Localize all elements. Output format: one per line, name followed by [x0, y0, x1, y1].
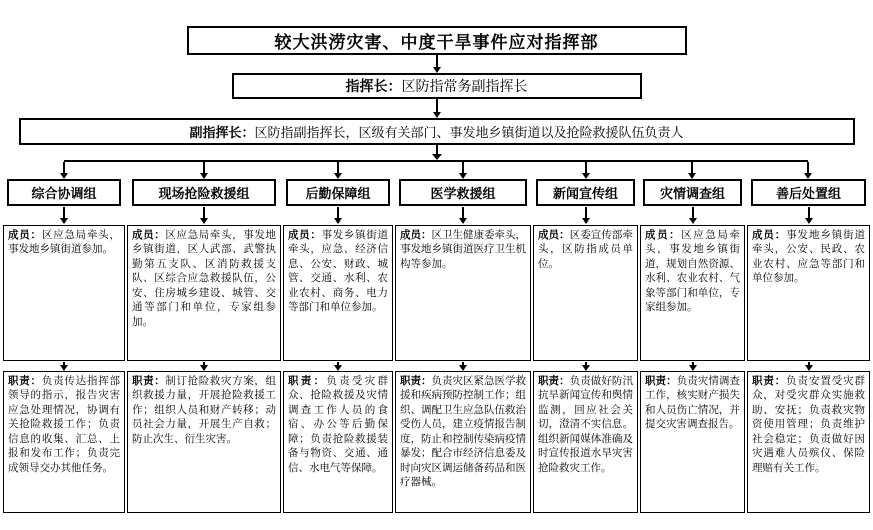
- deputy-commander-box: [19, 118, 855, 145]
- down-arrow-icon: [808, 362, 810, 366]
- group-header: 后勤保障组: [286, 179, 389, 206]
- down-arrow-icon: [63, 362, 65, 366]
- duties-box: [283, 371, 393, 513]
- members-text: 区应急局牵头，事发地乡镇街道，区人武部、武警执勤第五支队、区消防救援支队、区综合应急救援队伍，公安、住房城乡建设、城管、交通等部门和单位，专家组参加。: [132, 230, 276, 328]
- down-arrow-icon: [692, 362, 694, 366]
- down-arrow-icon: [63, 207, 65, 219]
- down-arrow-icon: [436, 145, 438, 155]
- members-label: 成员：: [752, 230, 787, 241]
- members-box: [3, 225, 125, 361]
- duties-text: 制订抢险救灾方案，组织救援力量，开展抢险救援工作；组织人员和财产转移；动员社会力量，开展生产自救；防止次生、衍生灾害。: [132, 376, 276, 445]
- members-label: 成员：: [538, 230, 570, 241]
- duties-label: 职责：: [645, 376, 677, 387]
- down-arrow-icon: [462, 207, 464, 219]
- connector-fanout: [0, 145, 873, 179]
- down-arrow-icon: [63, 162, 65, 173]
- members-box: [127, 225, 281, 361]
- duties-label: 职责：: [132, 376, 166, 387]
- duties-label: 职责：: [752, 376, 787, 387]
- commander-value: 区防指常务副指挥长: [401, 79, 528, 95]
- duties-box: [395, 371, 531, 513]
- deputy-value: 区防指副指挥长，区级有关部门、事发地乡镇街道以及抢险救援队伍负责人: [254, 126, 684, 141]
- members-box: [533, 225, 638, 361]
- members-text: 事发乡镇街道牵头，应急、经济信息、公安、财政、城管、交通、水利、农业农村、商务、电力等部门和单位参加。: [288, 230, 388, 314]
- down-arrow-icon: [203, 207, 205, 219]
- group-header: 综合协调组: [7, 179, 122, 206]
- group-column-logistics: [283, 179, 393, 513]
- duties-box: [747, 371, 870, 513]
- members-box: [640, 225, 745, 361]
- down-arrow-icon: [462, 162, 464, 173]
- down-arrow-icon: [807, 162, 809, 173]
- duties-label: 职责：: [288, 376, 327, 387]
- group-header: 善后处置组: [751, 179, 867, 206]
- down-arrow-icon: [203, 162, 205, 173]
- down-arrow-icon: [691, 162, 693, 173]
- group-column-aftermath: [747, 179, 870, 513]
- down-arrow-icon: [337, 362, 339, 366]
- members-text: 区应急局牵头，事发地乡镇街道参加。: [8, 230, 121, 256]
- duties-box: [533, 371, 638, 513]
- group-column-publicity: [533, 179, 638, 513]
- down-arrow-icon: [436, 99, 438, 113]
- members-label: 成员：: [132, 230, 166, 241]
- group-column-onsite-rescue: [127, 179, 281, 513]
- members-text: 事发地乡镇街道牵头，公安、民政、农业农村、应急等部门和单位参加。: [752, 230, 866, 285]
- down-arrow-icon: [585, 207, 587, 219]
- members-label: 成员：: [645, 230, 682, 241]
- members-box: [747, 225, 870, 361]
- duties-text: 负责做好防汛抗旱新闻宣传和舆情监测，回应社会关切，澄清不实信息。组织新闻媒体准确及时宣传报道水旱灾害抢险救灾工作。: [538, 376, 633, 474]
- duties-box: [127, 371, 281, 513]
- members-text: 区卫生健康委牵头，事发地乡镇街道医疗卫生机构等参加。: [400, 230, 526, 270]
- down-arrow-icon: [203, 362, 205, 366]
- members-label: 成员：: [8, 230, 42, 241]
- deputy-label: 副指挥长：: [189, 126, 255, 141]
- commander-box: [232, 73, 642, 99]
- duties-label: 职责：: [8, 376, 42, 387]
- members-text: 区应急局牵头，事发地乡镇街道，规划自然资源、水利、农业农村、气象等部门和单位，专家组参加。: [645, 230, 741, 314]
- members-label: 成员：: [288, 230, 322, 241]
- members-box: [395, 225, 531, 361]
- duties-label: 职责：: [400, 376, 432, 387]
- duties-text: 负责灾情调查工作，核实财产损失和人员伤亡情况，并提交灾害调查报告。: [645, 376, 740, 431]
- down-arrow-icon: [692, 207, 694, 219]
- duties-box: [3, 371, 125, 513]
- command-headquarters-title: [187, 26, 687, 55]
- members-text: 区委宣传部牵头，区防指成员单位。: [538, 230, 633, 270]
- down-arrow-icon: [585, 362, 587, 366]
- group-header: 医学救援组: [399, 179, 527, 206]
- down-arrow-icon: [808, 207, 810, 219]
- members-label: 成员：: [400, 230, 432, 241]
- group-column-coordination: [3, 179, 125, 513]
- down-arrow-icon: [337, 162, 339, 173]
- branch-line: [64, 160, 808, 162]
- down-arrow-icon: [462, 362, 464, 366]
- duties-text: 负责受灾群众、抢险救援及灾情调查工作人员的食宿、办公等后勤保障；负责抢险救援装备与物资、交通、通信、水电气等保障。: [288, 376, 389, 474]
- group-header: 现场抢险救援组: [132, 179, 277, 206]
- duties-text: 负责灾区紧急医学救援和疾病预防控制工作；组织、调配卫生应急队伍救治受伤人员，建立疫情报告制度，防止和控制传染病疫情暴发；配合市经济信息委及时向灾区调运储备药品和医疗器械。: [400, 376, 526, 489]
- working-groups: [0, 179, 873, 513]
- commander-label: 指挥长：: [345, 79, 402, 95]
- group-header: 新闻宣传组: [536, 179, 635, 206]
- title-text: 较大洪涝灾害、中度干旱事件应对指挥部: [274, 33, 599, 53]
- members-box: [283, 225, 393, 361]
- duties-label: 职责：: [538, 376, 570, 387]
- group-column-medical: [395, 179, 531, 513]
- down-arrow-icon: [585, 162, 587, 173]
- group-column-disaster-survey: [640, 179, 745, 513]
- duties-box: [640, 371, 745, 513]
- duties-text: 负责传达指挥部领导的指示，报告灾害应急处理情况，协调有关抢险救援工作；负责信息的收集、汇总、上报和发布工作；负责完成领导交办其他任务。: [8, 376, 121, 474]
- duties-text: 负责安置受灾群众，对受灾群众实施救助、安抚；负责救灾物资使用管理；负责维护社会稳定；负责做好因灾遇难人员殡仪、保险理赔有关工作。: [752, 376, 866, 474]
- group-header: 灾情调查组: [643, 179, 742, 206]
- down-arrow-icon: [436, 55, 438, 68]
- down-arrow-icon: [337, 207, 339, 219]
